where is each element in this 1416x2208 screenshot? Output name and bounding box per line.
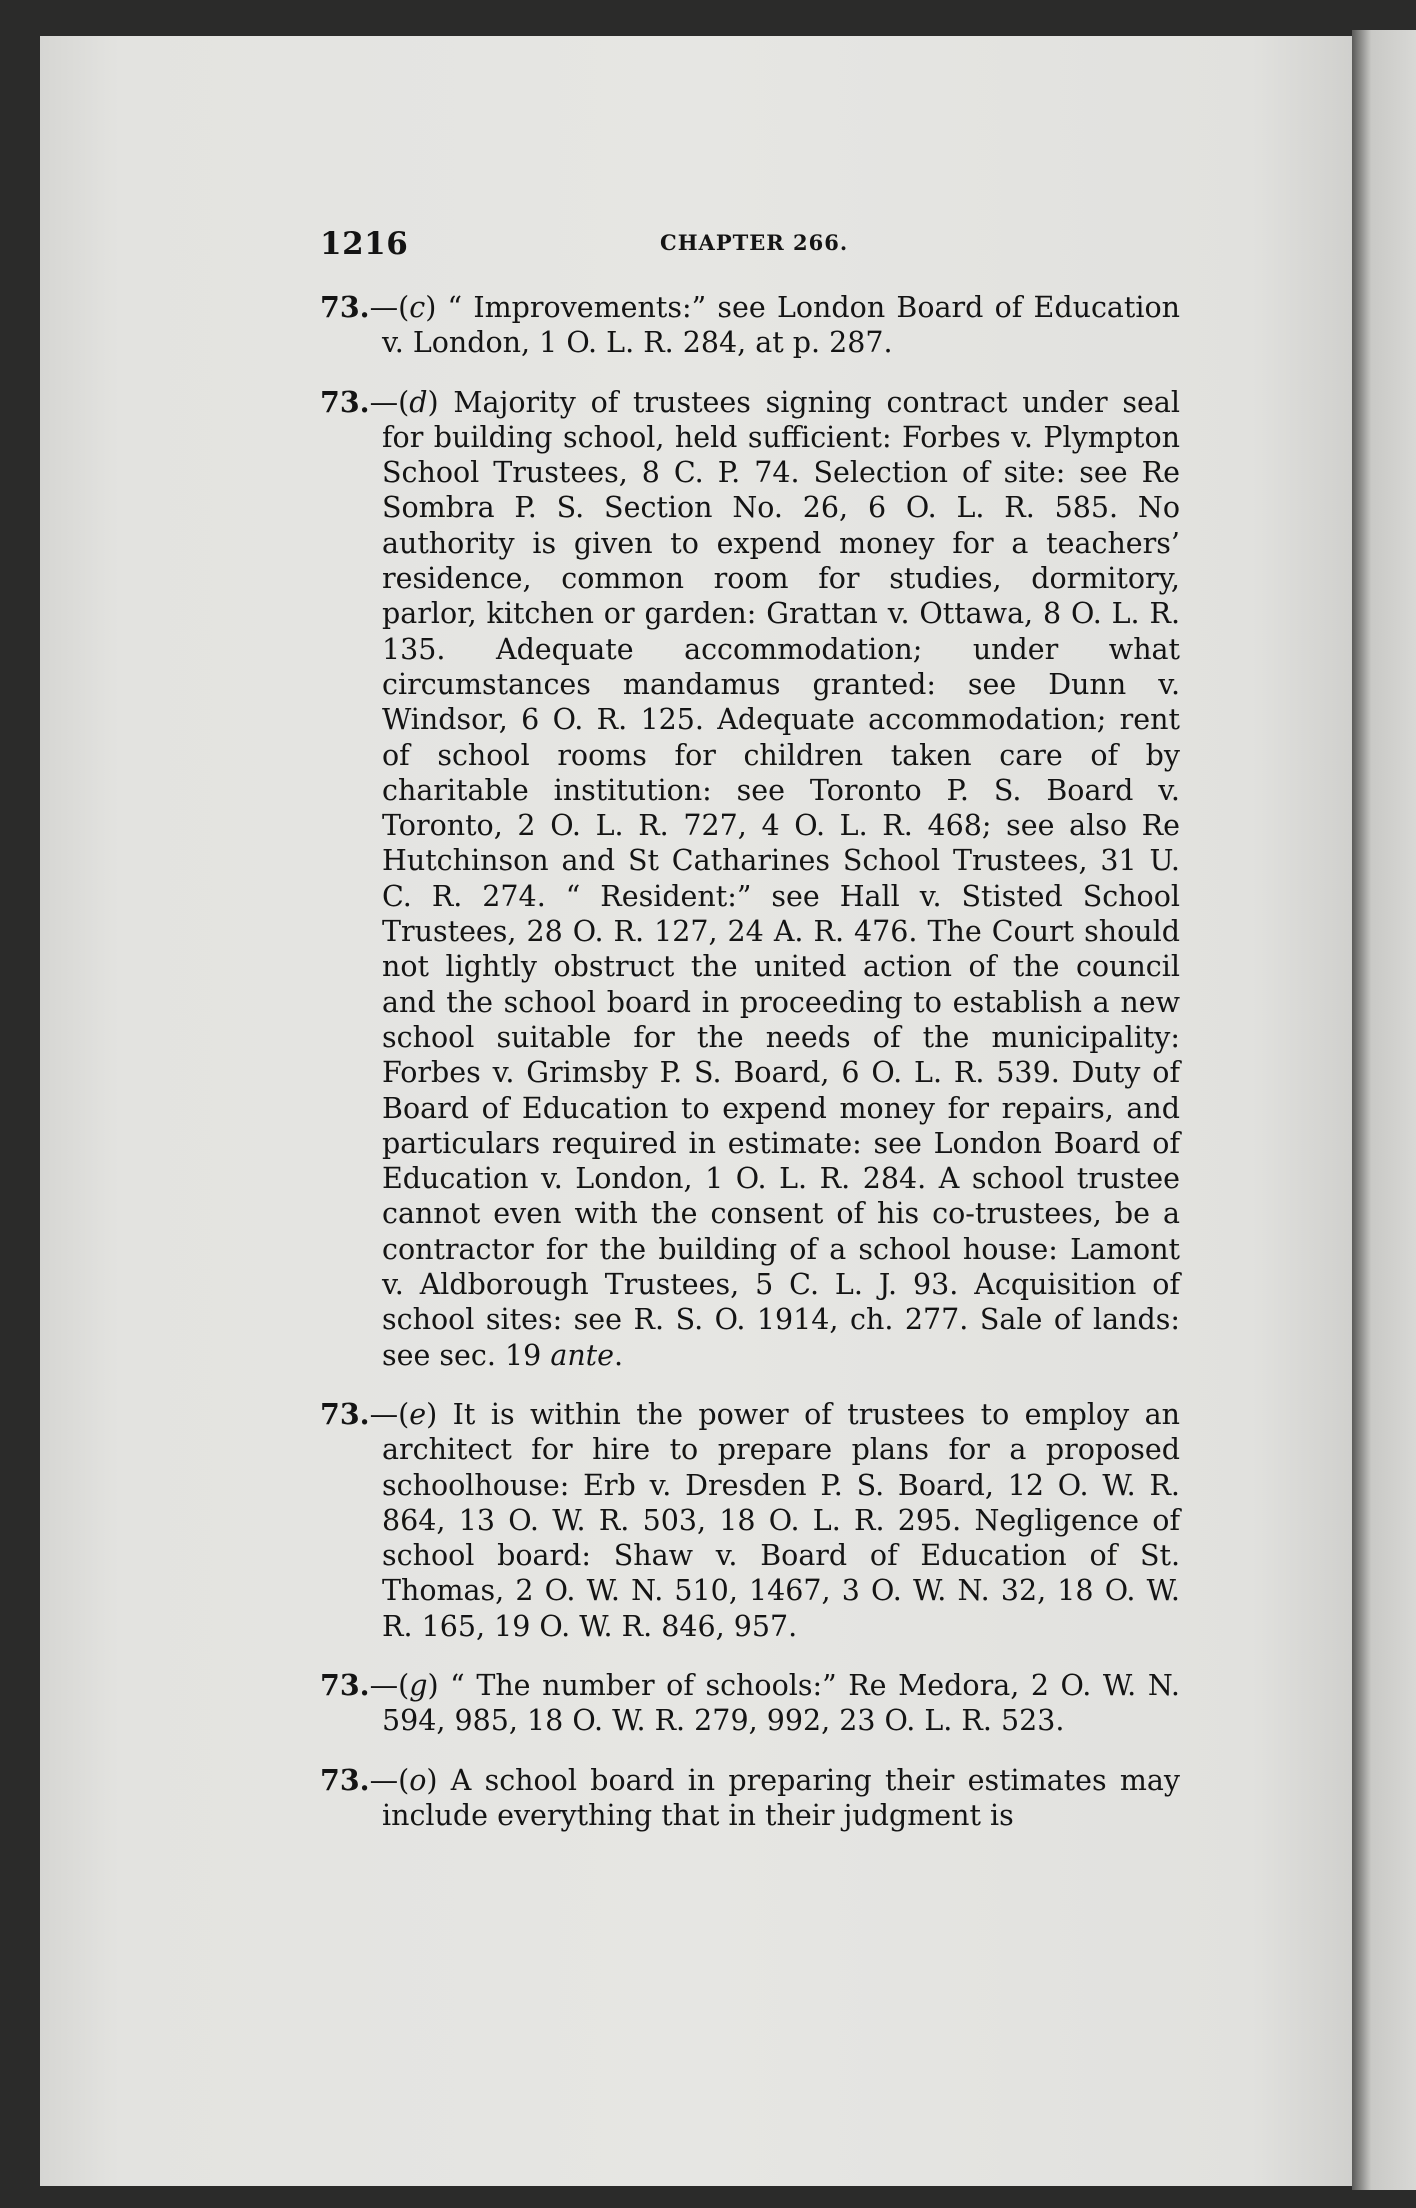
annotation-text: A school board in preparing their estimates may include everything that in their judgment is <box>382 1763 1180 1832</box>
note-paren: ) <box>425 291 437 324</box>
chapter-heading: CHAPTER 266. <box>660 230 849 255</box>
page-content <box>320 226 1180 1857</box>
annotation-73-d <box>320 385 1180 1373</box>
annotation-text: “ The number of schools:” Re Medora, 2 O. W. N. 594, 985, 18 O. W. R. 279, 992, 23 O. L. R. 523. <box>382 1668 1180 1738</box>
note-paren: ) <box>427 385 439 419</box>
note-dash: —( <box>369 1668 410 1702</box>
running-header <box>320 226 1180 276</box>
annotation-73-g <box>320 1668 1180 1739</box>
note-dash: —( <box>369 1763 410 1797</box>
clause-letter: d <box>409 385 428 419</box>
note-paren: ) <box>426 1397 438 1431</box>
section-number: 73. <box>320 384 370 419</box>
annotation-73-e <box>320 1397 1180 1644</box>
clause-letter: o <box>409 1763 427 1797</box>
note-paren: ) <box>426 1763 438 1797</box>
clause-letter: g <box>409 1668 428 1702</box>
annotation-text: “ Improvements:” see London Board of Education v. London, 1 O. L. R. 284, at p. 287. <box>382 291 1180 360</box>
note-dash: —( <box>369 385 410 419</box>
note-dash: —( <box>369 291 410 324</box>
clause-letter: e <box>409 1397 427 1431</box>
annotation-text: It is within the power of trustees to employ an architect for hire to prepare plans for a proposed schoolhouse: Erb v. Dresden P. S. Board, 12 O. W. R. 864, 13 O. W. R. 503, 18 O. L. R. 295. Negligence of school board: Shaw v. Board of Education of St. Thomas, 2 O. W. N. 510, 1467, 3 O. W. N. 32, 18 O. W. R. 165, 19 O. W. R. 846, 957. <box>382 1397 1180 1643</box>
annotation-text: Majority of trustees signing contract under seal for building school, held sufficient: Forbes v. Plympton School Trustees, 8 C. P. 74. Selection of site: see Re Sombra P. S. Section No. 26, 6 O. L. R. 585. No authority is given to expend money for a teachers’ residence, common room for studies, dormitory, parlor, kitchen or garden: Grattan v. Ottawa, 8 O. L. R. 135. Adequate accommodation; under what circumstances mandamus granted: see Dunn v. Windsor, 6 O. R. 125. Adequate accommodation; rent of school rooms for children taken care of by charitable institution: see Toronto P. S. Board v. Toronto, 2 O. L. R. 727, 4 O. L. R. 468; see also Re Hutchinson and St Catharines School Trustees, 31 U. C. R. 274. “ Resident:” see Hall v. Stisted School Trustees, 28 O. R. 127, 24 A. R. 476. The Court should not lightly obstruct the united action of the council and the school board in proceeding to establish a new school suitable for the needs of the municipality: Forbes v. Grimsby P. S. Board, 6 O. L. R. 539. Duty of Board of Education to expend money for repairs, and particulars required in estimate: see London Board of Education v. London, 1 O. L. R. 284. A school trustee cannot even with the consent of his co-trustees, be a contractor for the building of a school house: Lamont v. Aldborough Trustees, 5 C. L. J. 93. Acquisition of school sites: see R. S. O. 1914, ch. 277. Sale of lands: see sec. 19 <box>382 385 1180 1372</box>
clause-letter: c <box>409 291 426 324</box>
note-paren: ) <box>427 1668 439 1702</box>
section-number: 73. <box>320 1667 370 1702</box>
section-number: 73. <box>320 1396 370 1431</box>
section-number: 73. <box>320 1762 370 1797</box>
annotation-73-c <box>320 290 1180 361</box>
annotation-73-o <box>320 1763 1180 1834</box>
adjacent-page-edge <box>1352 30 1416 2190</box>
section-number: 73. <box>320 290 370 324</box>
page-number: 1216 <box>320 226 409 262</box>
annotation-tail: . <box>614 1338 624 1372</box>
note-dash: —( <box>369 1397 410 1431</box>
annotation-italic-tail: ante <box>550 1338 614 1372</box>
